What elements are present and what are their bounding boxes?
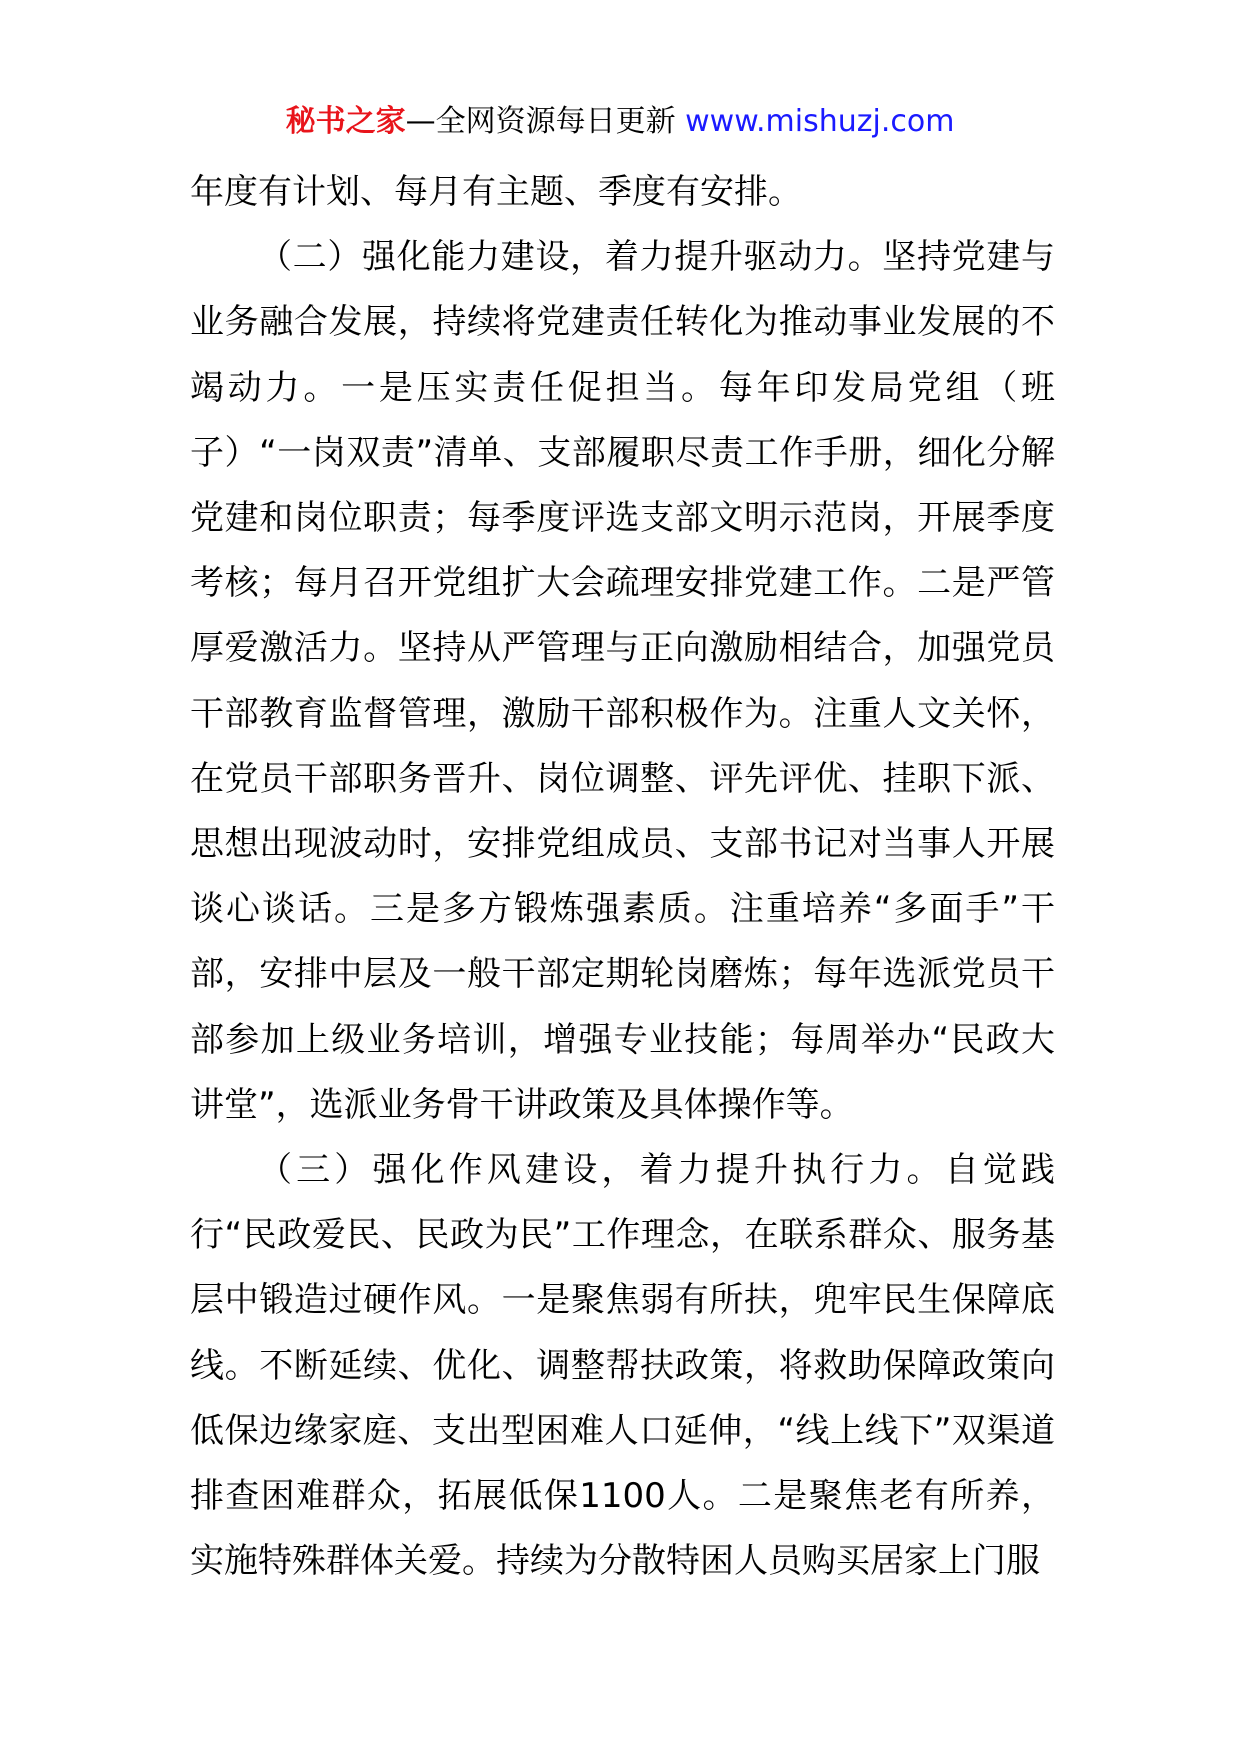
site-tagline: —全网资源每日更新	[405, 104, 676, 139]
site-url-link[interactable]: www.mishuzj.com	[685, 104, 955, 139]
paragraph-section-3: （三）强化作风建设，着力提升执行力。自觉践行“民政爱民、民政为民”工作理念，在联系群众、服务基层中锻造过硬作风。一是聚焦弱有所扶，兜牢民生保障底线。不断延续、优化、调整帮扶政策，将救助保障政策向低保边缘家庭、支出型困难人口延伸，“线上线下”双渠道排查困难群众，拓展低保1100人。二是聚焦老有所养，实施特殊群体关爱。持续为分散特困人员购买居家上门服	[190, 1150, 1055, 1582]
document-body	[190, 160, 1055, 1594]
site-header	[0, 100, 1240, 144]
site-brand: 秘书之家	[285, 104, 406, 139]
paragraph-continuation: 年度有计划、每月有主题、季度有安排。	[190, 172, 802, 212]
paragraph-section-2: （二）强化能力建设，着力提升驱动力。坚持党建与业务融合发展，持续将党建责任转化为推动事业发展的不竭动力。一是压实责任促担当。每年印发局党组（班子）“一岗双责”清单、支部履职尽责工作手册，细化分解党建和岗位职责；每季度评选支部文明示范岗，开展季度考核；每月召开党组扩大会疏理安排党建工作。二是严管厚爱激活力。坚持从严管理与正向激励相结合，加强党员干部教育监督管理，激励干部积极作为。注重人文关怀，在党员干部职务晋升、岗位调整、评先评优、挂职下派、思想出现波动时，安排党组成员、支部书记对当事人开展谈心谈话。三是多方锻炼强素质。注重培养“多面手”干部，安排中层及一般干部定期轮岗磨炼；每年选派党员干部参加上级业务培训，增强专业技能；每周举办“民政大讲堂”，选派业务骨干讲政策及具体操作等。	[190, 237, 1055, 1125]
